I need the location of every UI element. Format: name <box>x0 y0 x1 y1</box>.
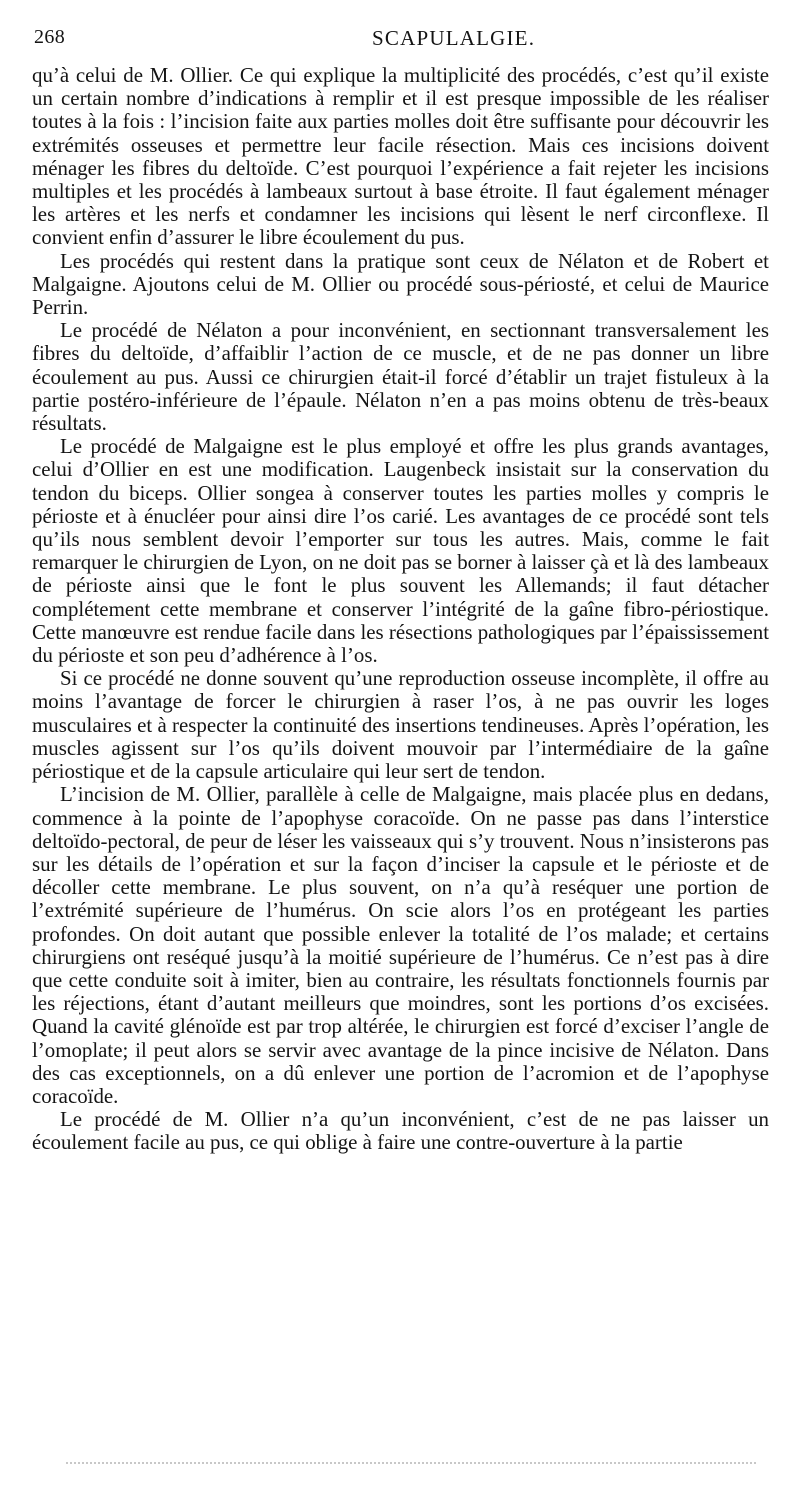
paragraph-ollier-incision: L’incision de M. Ollier, parallèle à celle de Malgaigne, mais placée plus en dedans, commence à la pointe de l’apophyse coracoïde. On ne passe pas dans l’interstice deltoïdo-pectoral, de peur de léser les vaisseaux qui s’y trouvent. Nous n’insisterons pas sur les détails de l’opération et sur la façon d’inciser la capsule et le périoste et de décoller cette membrane. Le plus souvent, on n’a qu’à reséquer une portion de l’extrémité supérieure de l’humérus. On scie alors l’os en protégeant les parties profondes. On doit autant que possible enlever la totalité de l’os malade; et certains chirurgiens ont reséqué jusqu’à la moitié supérieure de l’humérus. Ce n’est pas à dire que cette conduite soit à imiter, bien au contraire, les résultats fonctionnels fournis par les réjections, étant d’autant meilleurs que moindres, sont les portions d’os excisées. Quand la cavité glénoïde est par trop altérée, le chirurgien est forcé d’exciser l’angle de l’omoplate; il peut alors se servir avec avantage de la pince incisive de Nélaton. Dans des cas exceptionnels, on a dû enlever une portion de l’acromion et de l’apophyse coracoïde. <box>32 782 769 1108</box>
paragraph-advantages: Si ce procédé ne donne souvent qu’une reproduction osseuse incomplète, il offre au moins l’avantage de forcer le chirurgien à raser l’os, à ne pas ouvrir les loges musculaires et à respecter la continuité des insertions tendineuses. Après l’opération, les muscles agissent sur l’os qu’ils doivent mouvoir par l’intermédiaire de la gaîne périostique et de la capsule articulaire qui leur sert de tendon. <box>32 666 769 784</box>
faint-footer-rule <box>66 1462 756 1470</box>
paragraph-malgaigne: Le procédé de Malgaigne est le plus employé et offre les plus grands avantages, celui d’Ollier en est une modification. Laugenbeck insistait sur la conservation du tendon du biceps. Ollier songea à conserver toutes les parties molles y compris le périoste et à énucléer pour ainsi dire l’os carié. Les avantages de ce procédé sont tels qu’ils nous semblent devoir l’emporter sur tous les autres. Mais, comme le fait remarquer le chirurgien de Lyon, on ne doit pas se borner à laisser çà et là des lambeaux de périoste ainsi que le font le plus souvent les Allemands; il faut détacher complétement cette membrane et conserver l’intégrité de la gaîne fibro-périostique. Cette manœuvre est rendue facile dans les résections pathologiques par l’épaississement du périoste et son peu d’adhérence à l’os. <box>32 434 769 668</box>
paragraph-inconvenience: Le procédé de M. Ollier n’a qu’un inconvénient, c’est de ne pas laisser un écoulement facile au pus, ce qui oblige à faire une contre-ouverture à la partie <box>32 1107 769 1155</box>
paragraph-procedures: Les procédés qui restent dans la pratique sont ceux de Nélaton et de Robert et Malgaigne. Ajoutons celui de M. Ollier ou procédé sous-périosté, et celui de Maurice Perrin. <box>32 248 769 320</box>
page-header <box>34 26 769 60</box>
paragraph-nelaton: Le procédé de Nélaton a pour inconvénient, en sectionnant transversalement les fibres du deltoïde, d’affaiblir l’action de ce muscle, et de ne pas donner un libre écoulement au pus. Aussi ce chirurgien était-il forcé d’établir un trajet fistuleux à la partie postéro-inférieure de l’épaule. Nélaton n’en a pas moins obtenu de très-beaux résultats. <box>32 318 769 436</box>
paragraph-continued: qu’à celui de M. Ollier. Ce qui explique la multiplicité des procédés, c’est qu’il existe un certain nombre d’indications à remplir et il est presque impossible de les réaliser toutes à la fois : l’incision faite aux parties molles doit être suffisante pour découvrir les extrémités osseuses et permettre leur facile résection. Mais ces incisions doivent ménager les fibres du deltoïde. C’est pourquoi l’expérience a fait rejeter les incisions multiples et les procédés à lambeaux surtout à base étroite. Il faut également ménager les artères et les nerfs et condamner les incisions qui lèsent le nerf circonflexe. Il convient enfin d’assurer le libre écoulement du pus. <box>32 63 769 250</box>
page-number: 268 <box>34 26 66 48</box>
running-title: SCAPULALGIE. <box>372 26 536 50</box>
article-body <box>32 64 769 1155</box>
